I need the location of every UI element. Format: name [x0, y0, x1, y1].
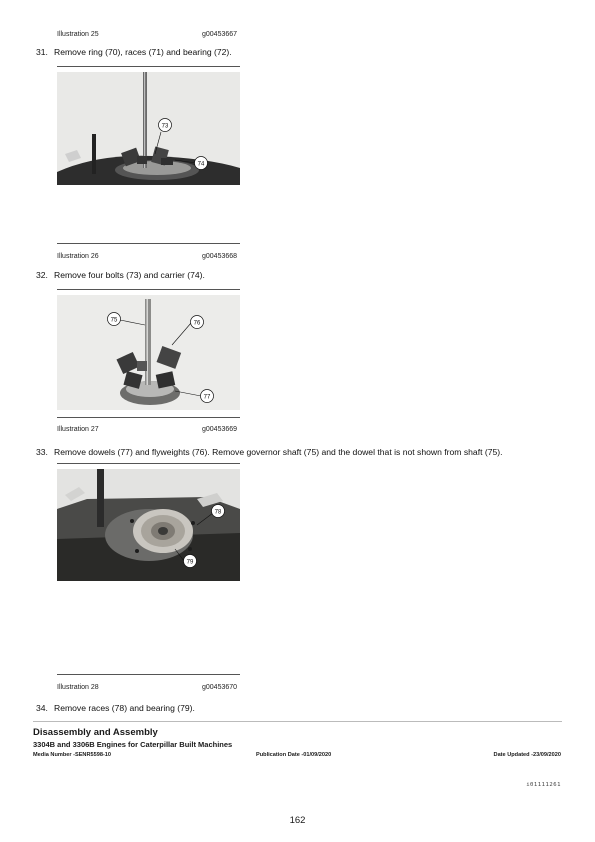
step-number: 31.	[36, 47, 48, 57]
step-number: 34.	[36, 703, 48, 713]
callout-label: 75	[110, 317, 118, 324]
divider	[57, 463, 240, 464]
illustration-label: Illustration 25	[57, 31, 99, 38]
step-number: 32.	[36, 270, 48, 280]
media-number: Media Number -SENR5598-10	[33, 752, 112, 758]
illustration-code: g00453668	[202, 253, 238, 260]
step-number: 33.	[36, 447, 48, 457]
step-text: Remove dowels (77) and flyweights (76). Remove governor shaft (75) and the dowel that is not shown from shaft (75).	[54, 447, 503, 457]
step-text: Remove four bolts (73) and carrier (74).	[54, 270, 205, 280]
step-text: Remove races (78) and bearing (79).	[54, 703, 195, 713]
footer-subtitle: 3304B and 3306B Engines for Caterpillar Built Machines	[33, 740, 233, 749]
callout-label: 74	[197, 161, 205, 168]
divider	[57, 66, 240, 67]
photo-illustration-26	[57, 72, 240, 185]
document-code: i01111261	[526, 782, 561, 788]
illustration-code: g00453669	[202, 426, 238, 433]
divider	[57, 243, 240, 244]
callout-label: 78	[214, 509, 222, 516]
illustration-code: g00453667	[202, 31, 238, 38]
callout-label: 76	[193, 320, 201, 327]
photo-illustration-27	[57, 295, 240, 410]
illustration-label: Illustration 28	[57, 684, 99, 691]
date-updated: Date Updated -23/09/2020	[493, 752, 561, 758]
callout-label: 79	[186, 559, 194, 566]
footer-divider	[33, 721, 562, 722]
divider	[57, 674, 240, 675]
callout-label: 73	[161, 123, 169, 130]
step-text: Remove ring (70), races (71) and bearing (72).	[54, 47, 232, 57]
illustration-label: Illustration 27	[57, 426, 99, 433]
publication-date: Publication Date -01/09/2020	[256, 752, 332, 758]
divider	[57, 417, 240, 418]
divider	[57, 289, 240, 290]
footer-title: Disassembly and Assembly	[33, 727, 158, 738]
photo-illustration-28	[57, 469, 240, 581]
illustration-code: g00453670	[202, 684, 238, 691]
callout-label: 77	[203, 394, 211, 401]
page-number: 162	[289, 815, 306, 826]
illustration-label: Illustration 26	[57, 253, 99, 260]
